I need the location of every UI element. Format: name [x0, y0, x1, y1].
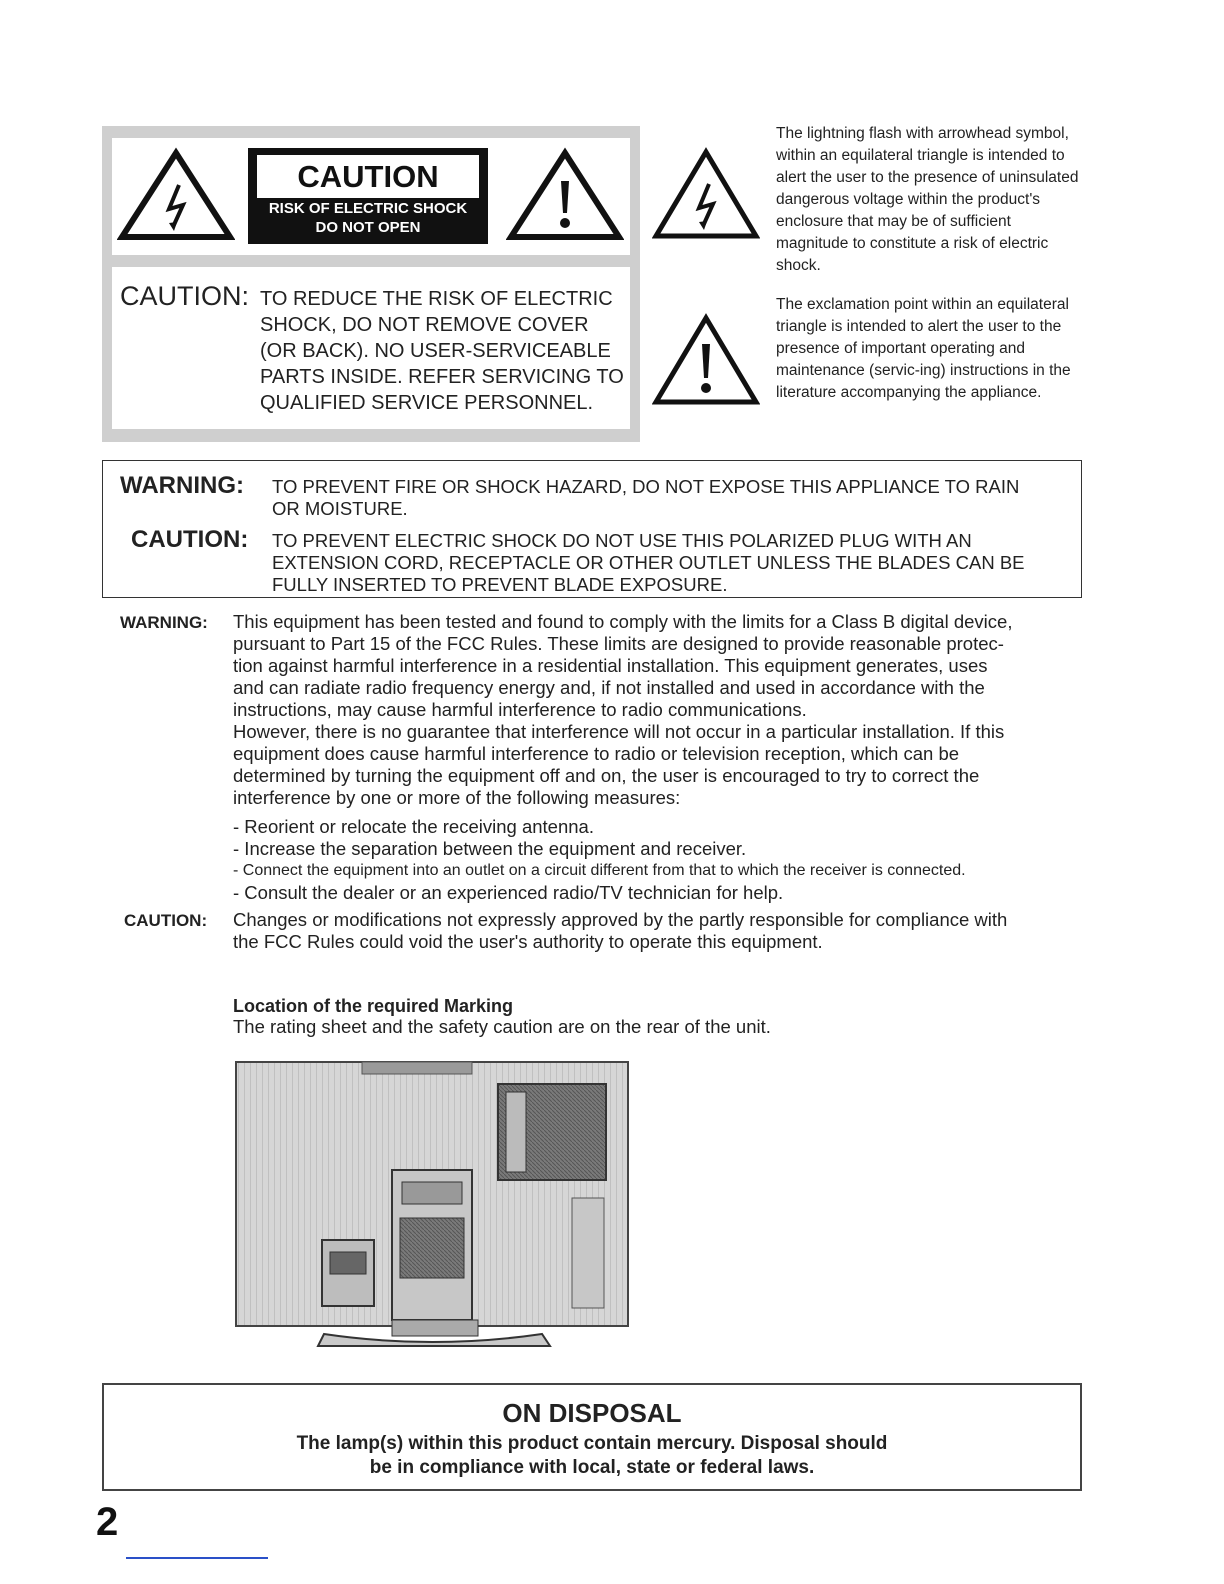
fcc-warning-line: and can radiate radio frequency energy and, if not installed and used in accordance with the	[233, 677, 985, 698]
fcc-warning-line: equipment does cause harmful interference to radio or television reception, which can be	[233, 743, 960, 764]
label-caution-line: SHOCK, DO NOT REMOVE COVER	[260, 314, 589, 336]
exclamation-symbol-icon	[652, 312, 760, 408]
warning-box-caution-line: FULLY INSERTED TO PREVENT BLADE EXPOSURE.	[272, 574, 728, 595]
lightning-triangle-icon	[117, 147, 235, 243]
label-caution-line: PARTS INSIDE. REFER SERVICING TO	[260, 366, 624, 388]
disposal-text	[102, 1432, 1082, 1480]
fcc-warning-line: However, there is no guarantee that interference will not occur in a particular installation. If this	[233, 721, 1005, 742]
caution-badge-line2: DO NOT OPEN	[315, 219, 421, 236]
disposal-line: be in compliance with local, state or federal laws.	[369, 1457, 815, 1478]
fcc-caution-line: Changes or modifications not expressly approved by the partly responsible for compliance with	[233, 909, 1008, 930]
tv-rear-illustration	[232, 1058, 632, 1354]
fcc-warning-line: tion against harmful interference in a residential installation. This equipment generates, uses	[233, 655, 988, 676]
warning-box-warning-line: TO PREVENT FIRE OR SHOCK HAZARD, DO NOT EXPOSE THIS APPLIANCE TO RAIN	[272, 476, 1020, 497]
caution-badge-line1: RISK OF ELECTRIC SHOCK	[268, 200, 468, 217]
warning-box-warning-label: WARNING:	[120, 472, 244, 499]
disposal-title: ON DISPOSAL	[502, 1398, 682, 1428]
fcc-warning-line: pursuant to Part 15 of the FCC Rules. These limits are designed to provide reasonable protec-	[233, 633, 1004, 654]
fcc-warning-line: interference by one or more of the following measures:	[233, 787, 681, 808]
fcc-caution-text	[233, 909, 1093, 953]
label-caution-line: QUALIFIED SERVICE PERSONNEL.	[260, 392, 594, 414]
lightning-symbol-description: The lightning flash with arrowhead symbol, within an equilateral triangle is intended to alert the user to the presence of uninsulated dangerous voltage within the product's enclosure that may be of sufficient magnitude to constitute a risk of electric shock.	[776, 125, 1079, 274]
caution-badge	[248, 148, 488, 244]
list-item: - Reorient or relocate the receiving antenna.	[233, 816, 594, 837]
fcc-measures-list	[233, 816, 1093, 904]
label-caution-word: CAUTION:	[120, 281, 250, 311]
fcc-warning-text	[233, 611, 1093, 809]
warning-box-caution-label: CAUTION:	[131, 526, 249, 553]
list-item: - Consult the dealer or an experienced radio/TV technician for help.	[233, 882, 784, 903]
fcc-warning-line: determined by turning the equipment off and on, the user is encouraged to try to correct the	[233, 765, 980, 786]
label-caution-line: (OR BACK). NO USER-SERVICEABLE	[260, 340, 611, 362]
exclamation-symbol-description: The exclamation point within an equilateral triangle is intended to alert the user to the presence of important operating and maintenance (servic-ing) instructions in the literature accompanying the appliance.	[776, 296, 1071, 401]
fcc-caution-line: the FCC Rules could void the user's authority to operate this equipment.	[233, 931, 823, 952]
list-item: - Connect the equipment into an outlet on a circuit different from that to which the receiver is connected.	[233, 862, 966, 879]
lightning-symbol-icon	[652, 146, 760, 242]
marking-title: Location of the required Marking	[233, 996, 514, 1016]
fcc-warning-label: WARNING:	[120, 613, 208, 632]
exclamation-triangle-icon	[506, 147, 624, 243]
fcc-warning-line: instructions, may cause harmful interference to radio communications.	[233, 699, 807, 720]
disposal-line: The lamp(s) within this product contain mercury. Disposal should	[296, 1433, 888, 1454]
warning-box-warning-line: OR MOISTURE.	[272, 498, 408, 519]
warning-box-caution-line: EXTENSION CORD, RECEPTACLE OR OTHER OUTLET UNLESS THE BLADES CAN BE	[272, 552, 1025, 573]
page-number: 2	[96, 1500, 119, 1544]
caution-badge-title: CAUTION	[257, 155, 479, 198]
fcc-warning-line: This equipment has been tested and found to comply with the limits for a Class B digital device,	[233, 611, 1013, 632]
list-item: - Increase the separation between the equipment and receiver.	[233, 838, 747, 859]
footer-divider	[126, 1557, 268, 1559]
fcc-caution-label: CAUTION:	[124, 911, 208, 930]
marking-text: The rating sheet and the safety caution are on the rear of the unit.	[233, 1016, 771, 1037]
warning-box-caution-line: TO PREVENT ELECTRIC SHOCK DO NOT USE THIS POLARIZED PLUG WITH AN	[272, 530, 972, 551]
label-caution-text	[260, 286, 630, 416]
label-caution-line: TO REDUCE THE RISK OF ELECTRIC	[260, 288, 613, 310]
